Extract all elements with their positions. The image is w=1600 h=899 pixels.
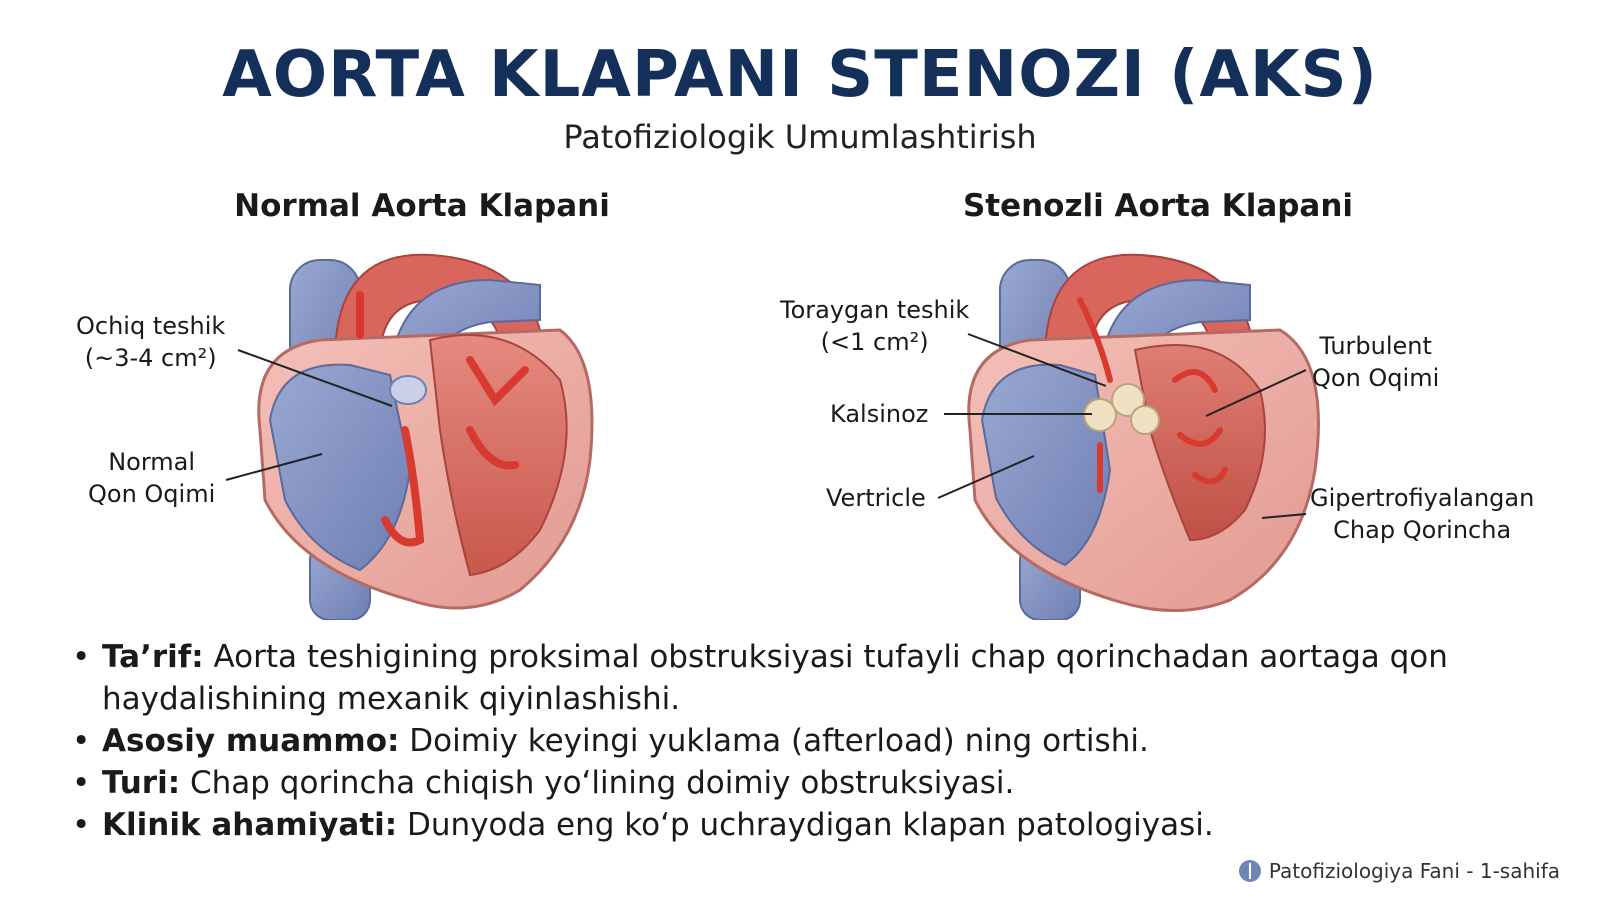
label-turbulent-flow-line1: Turbulent <box>1319 332 1432 360</box>
label-narrowed-orifice-line2: (<1 cm²) <box>820 328 929 356</box>
label-narrowed-orifice-line1: Toraygan teshik <box>780 296 970 324</box>
normal-valve-title: Normal Aorta Klapani <box>234 188 610 224</box>
label-open-orifice-line2: (~3-4 cm²) <box>84 344 217 372</box>
label-calcification: Kalsinoz <box>830 400 929 428</box>
label-hypertrophied-lv-line1: Gipertrofiyalangan <box>1310 484 1535 512</box>
label-ventricle: Vertricle <box>826 484 926 512</box>
label-normal-flow-line1: Normal <box>108 448 196 476</box>
bullet-term: Klinik ahamiyati: <box>102 807 398 843</box>
label-hypertrophied-lv-line2: Chap Qorincha <box>1333 516 1512 544</box>
label-normal-flow <box>88 446 215 510</box>
bullet-text: Dunyoda eng ko‘p uchraydigan klapan patologiyasi. <box>397 807 1214 843</box>
logo-icon <box>1239 860 1261 882</box>
page-title: AORTA KLAPANI STENOZI (AKS) <box>222 38 1378 112</box>
bullet-definition <box>72 636 1552 720</box>
stenotic-valve-title: Stenozli Aorta Klapani <box>962 188 1354 224</box>
label-narrowed-orifice <box>780 294 969 358</box>
footer-text: Patofiziologiya Fani - 1-sahifa <box>1268 859 1560 883</box>
aortic-valve-open <box>390 376 426 404</box>
bullet-term: Ta’rif: <box>102 639 204 675</box>
label-turbulent-flow-line2: Qon Oqimi <box>1312 364 1440 392</box>
bullet-text: Chap qorincha chiqish yo‘lining doimiy obstruksiyasi. <box>180 765 1015 801</box>
bullet-term: Asosiy muammo: <box>102 723 400 759</box>
bullet-main-problem <box>72 720 1552 762</box>
normal-heart-illustration <box>240 240 620 620</box>
label-open-orifice <box>76 310 225 374</box>
page-subtitle: Patofiziologik Umumlashtirish <box>563 118 1037 156</box>
label-normal-flow-line2: Qon Oqimi <box>88 480 216 508</box>
label-open-orifice-line1: Ochiq teshik <box>76 312 226 340</box>
bullet-clinical-significance <box>72 804 1552 846</box>
bullet-type <box>72 762 1552 804</box>
label-turbulent-flow <box>1312 330 1439 394</box>
page-footer <box>1239 859 1560 883</box>
label-hypertrophied-lv <box>1310 482 1534 546</box>
bullet-term: Turi: <box>102 765 181 801</box>
bullet-text: Doimiy keyingi yuklama (afterload) ning ortishi. <box>399 723 1149 759</box>
bullet-text: Aorta teshigining proksimal obstruksiyasi tufayli chap qorinchadan aortaga qon haydalishining mexanik qiyinlashishi. <box>102 639 1448 717</box>
stenotic-heart-illustration <box>960 240 1340 620</box>
summary-bullet-list <box>72 636 1552 846</box>
